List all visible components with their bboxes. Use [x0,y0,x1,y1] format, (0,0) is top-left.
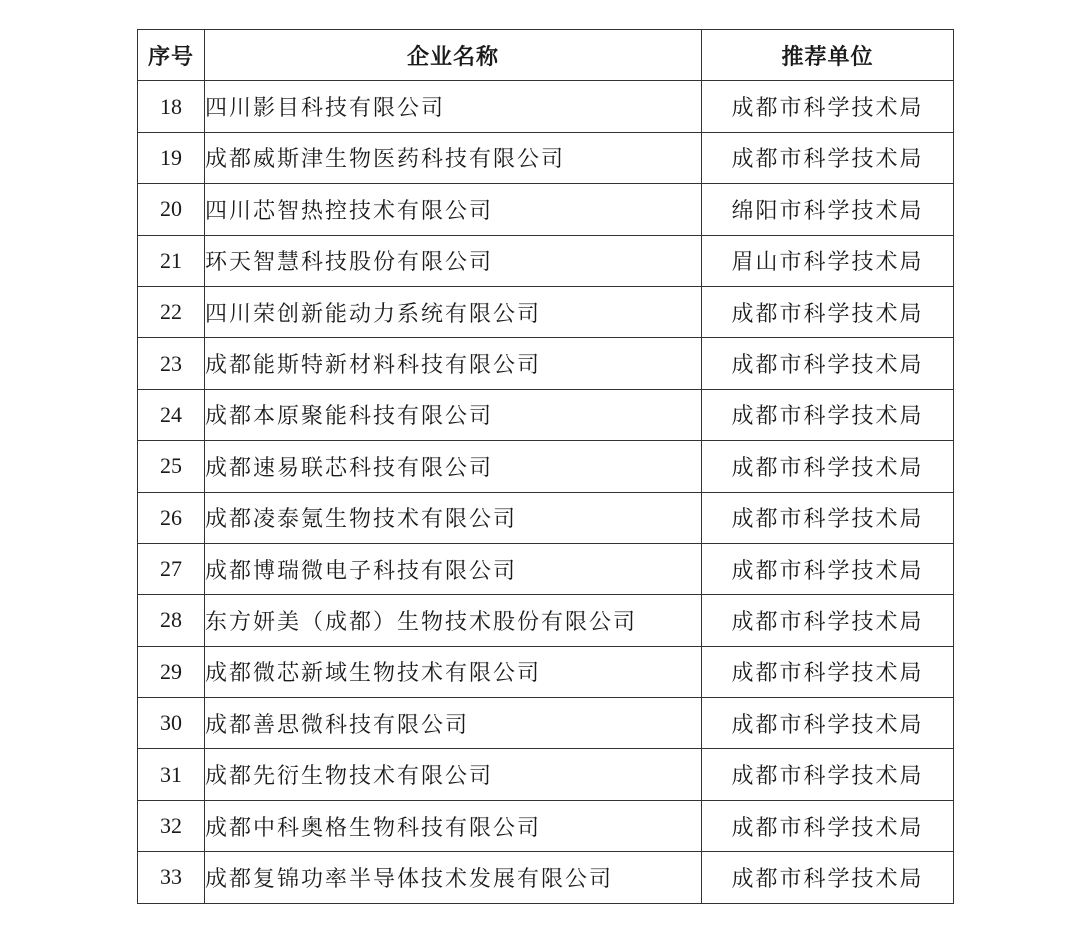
recommending-unit-cell: 成都市科学技术局 [702,543,954,594]
recommending-unit-cell: 成都市科学技术局 [702,389,954,440]
header-recommending-unit: 推荐单位 [702,30,954,81]
serial-number-cell: 20 [138,184,205,235]
recommending-unit-cell: 成都市科学技术局 [702,698,954,749]
serial-number-cell: 23 [138,338,205,389]
company-name-cell: 四川影目科技有限公司 [205,81,702,132]
table-row [138,800,954,851]
serial-number-cell: 33 [138,852,205,903]
company-name-cell: 成都本原聚能科技有限公司 [205,389,702,440]
company-list-table [137,29,954,904]
company-name-cell: 成都速易联芯科技有限公司 [205,441,702,492]
company-name-cell: 成都中科奥格生物科技有限公司 [205,800,702,851]
recommending-unit-cell: 成都市科学技术局 [702,595,954,646]
table-row [138,852,954,903]
serial-number-cell: 27 [138,543,205,594]
recommending-unit-cell: 成都市科学技术局 [702,646,954,697]
company-name-cell: 东方妍美（成都）生物技术股份有限公司 [205,595,702,646]
serial-number-cell: 24 [138,389,205,440]
company-name-cell: 成都善思微科技有限公司 [205,698,702,749]
recommending-unit-cell: 眉山市科学技术局 [702,235,954,286]
table-row [138,441,954,492]
company-name-cell: 环天智慧科技股份有限公司 [205,235,702,286]
header-serial-number: 序号 [138,30,205,81]
recommending-unit-cell: 成都市科学技术局 [702,132,954,183]
serial-number-cell: 25 [138,441,205,492]
serial-number-cell: 22 [138,286,205,337]
recommending-unit-cell: 成都市科学技术局 [702,441,954,492]
recommending-unit-cell: 成都市科学技术局 [702,492,954,543]
company-name-cell: 成都凌泰氪生物技术有限公司 [205,492,702,543]
table-header-row [138,30,954,81]
company-name-cell: 成都能斯特新材料科技有限公司 [205,338,702,389]
company-name-cell: 成都复锦功率半导体技术发展有限公司 [205,852,702,903]
recommending-unit-cell: 成都市科学技术局 [702,286,954,337]
serial-number-cell: 21 [138,235,205,286]
recommending-unit-cell: 成都市科学技术局 [702,852,954,903]
serial-number-cell: 26 [138,492,205,543]
table-row [138,389,954,440]
table-row [138,543,954,594]
serial-number-cell: 28 [138,595,205,646]
header-company-name: 企业名称 [205,30,702,81]
table-row [138,81,954,132]
serial-number-cell: 30 [138,698,205,749]
table-row [138,184,954,235]
recommending-unit-cell: 成都市科学技术局 [702,749,954,800]
recommending-unit-cell: 成都市科学技术局 [702,800,954,851]
company-name-cell: 成都威斯津生物医药科技有限公司 [205,132,702,183]
table-row [138,338,954,389]
table-row [138,286,954,337]
serial-number-cell: 32 [138,800,205,851]
recommending-unit-cell: 成都市科学技术局 [702,81,954,132]
serial-number-cell: 19 [138,132,205,183]
company-name-cell: 成都微芯新域生物技术有限公司 [205,646,702,697]
serial-number-cell: 29 [138,646,205,697]
company-name-cell: 四川芯智热控技术有限公司 [205,184,702,235]
table-row [138,492,954,543]
company-name-cell: 成都先衍生物技术有限公司 [205,749,702,800]
recommending-unit-cell: 成都市科学技术局 [702,338,954,389]
recommending-unit-cell: 绵阳市科学技术局 [702,184,954,235]
company-name-cell: 成都博瑞微电子科技有限公司 [205,543,702,594]
serial-number-cell: 18 [138,81,205,132]
table-row [138,698,954,749]
company-name-cell: 四川荣创新能动力系统有限公司 [205,286,702,337]
table-row [138,749,954,800]
serial-number-cell: 31 [138,749,205,800]
table-row [138,235,954,286]
table-row [138,595,954,646]
table-row [138,646,954,697]
table-row [138,132,954,183]
